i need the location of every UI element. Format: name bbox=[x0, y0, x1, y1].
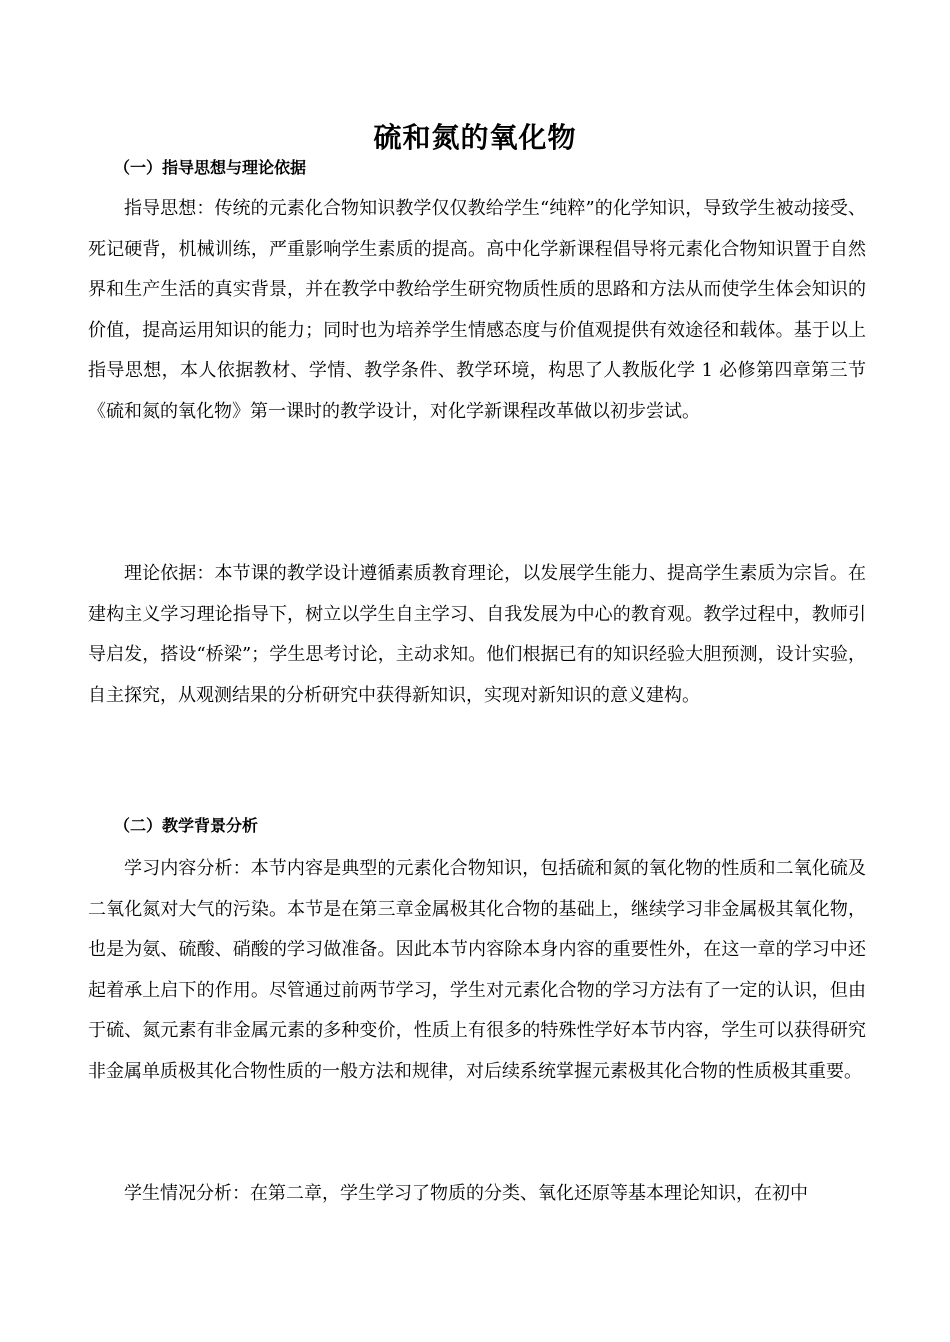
paragraph-guiding-ideas: 指导思想：传统的元素化合物知识教学仅仅教给学生“纯粹”的化学知识，导致学生被动接受、死记硬背，机械训练，严重影响学生素质的提高。高中化学新课程倡导将元素化合物知识置于自然界和生产生活的真实背景，并在教学中教给学生研究物质性质的思路和方法从而使学生体会知识的价值，提高运用知识的能力；同时也为培养学生情感态度与价值观提供有效途径和载体。基于以上指导思想，本人依据教材、学情、教学条件、教学环境，构思了人教版化学 1 必修第四章第三节《硫和氮的氧化物》第一课时的教学设计，对化学新课程改革做以初步尝试。 bbox=[88, 198, 866, 422]
section-heading-guiding-ideas: （一）指导思想与理论依据 bbox=[114, 158, 307, 177]
section-heading-teaching-background: （二）教学背景分析 bbox=[114, 816, 259, 835]
document-title: 硫和氮的氧化物 bbox=[373, 121, 577, 154]
paragraph-theoretical-basis: 理论依据：本节课的教学设计遵循素质教育理论，以发展学生能力、提高学生素质为宗旨。在建构主义学习理论指导下，树立以学生自主学习、自我发展为中心的教育观。教学过程中，教师引导启发，搭设“桥梁”；学生思考讨论，主动求知。他们根据已有的知识经验大胆预测，设计实验，自主探究，从观测结果的分析研究中获得新知识，实现对新知识的意义建构。 bbox=[88, 563, 866, 706]
paragraph-student-analysis: 学生情况分析：在第二章，学生学习了物质的分类、氧化还原等基本理论知识，在初中 bbox=[124, 1183, 808, 1204]
paragraph-content-analysis: 学习内容分析：本节内容是典型的元素化合物知识，包括硫和氮的氧化物的性质和二氧化硫及二氧化氮对大气的污染。本节是在第三章金属极其化合物的基础上，继续学习非金属极其氧化物，也是为氨、硫酸、硝酸的学习做准备。因此本节内容除本身内容的重要性外，在这一章的学习中还起着承上启下的作用。尽管通过前两节学习，学生对元素化合物的学习方法有了一定的认识，但由于硫、氮元素有非金属元素的多种变价，性质上有很多的特殊性学好本节内容，学生可以获得研究非金属单质极其化合物性质的一般方法和规律，对后续系统掌握元素极其化合物的性质极其重要。 bbox=[88, 858, 866, 1082]
